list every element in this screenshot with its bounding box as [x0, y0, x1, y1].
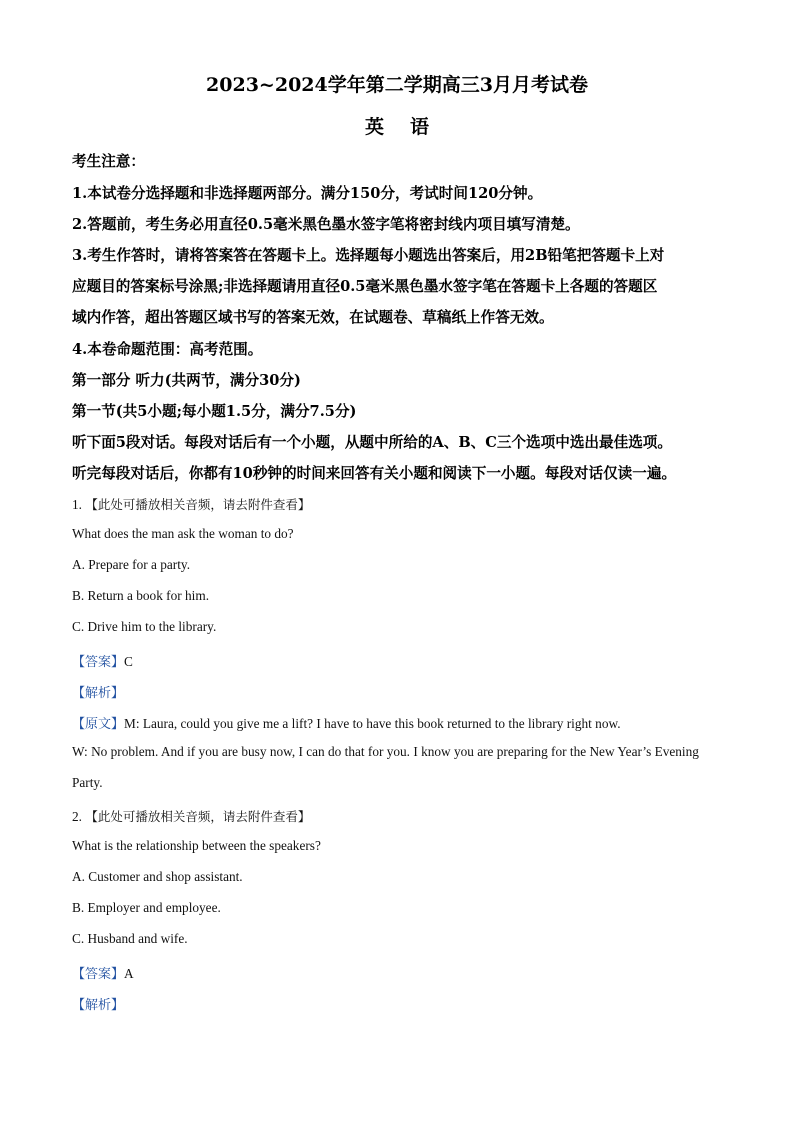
- question-2-option-b: B. Employer and employee.: [72, 900, 221, 915]
- section-one-heading: 第一节(共5小题;每小题1.5分，满分7.5分): [72, 403, 357, 420]
- question-1-original-line-2: W: No problem. And if you are busy now, I can do that for you. I know you are preparing for the New Year’s Evening: [72, 744, 699, 759]
- original-tag: 【原文】: [72, 717, 125, 732]
- analysis-tag: 【解析】: [72, 998, 125, 1013]
- notice-line-2: 2.答题前，考生务必用直径0.5毫米黑色墨水签字笔将密封线内项目填写清楚。: [72, 216, 580, 233]
- question-1-original-line-1: [72, 713, 621, 732]
- instruction-line-1: 听下面5段对话。每段对话后有一个小题，从题中所给的A、B、C三个选项中选出最佳选项。: [72, 434, 672, 451]
- question-2-header: [72, 807, 310, 825]
- audio-notice: 【此处可播放相关音频，请去附件查看】: [85, 809, 311, 824]
- exam-title: 2023~2024学年第二学期高三3月月考试卷: [206, 74, 588, 96]
- question-number: 1.: [72, 497, 82, 512]
- question-2-answer: [72, 963, 134, 982]
- question-1-option-c: C. Drive him to the library.: [72, 619, 217, 634]
- answer-tag: 【答案】: [72, 967, 125, 982]
- question-2-option-c: C. Husband and wife.: [72, 931, 188, 946]
- notice-line-3: 3.考生作答时，请将答案答在答题卡上。选择题每小题选出答案后，用2B铅笔把答题卡上对: [72, 247, 665, 264]
- instruction-line-2: 听完每段对话后，你都有10秒钟的时间来回答有关小题和阅读下一小题。每段对话仅读一遍。: [72, 465, 677, 482]
- answer-value: C: [124, 654, 133, 669]
- notice-header: 考生注意：: [72, 153, 145, 170]
- part-one-heading: 第一部分 听力(共两节，满分30分): [72, 372, 301, 389]
- audio-notice: 【此处可播放相关音频，请去附件查看】: [85, 497, 311, 512]
- original-text: M: Laura, could you give me a lift? I have to have this book returned to the library right now.: [124, 716, 621, 731]
- question-1-header: [72, 495, 310, 513]
- answer-value: A: [124, 966, 134, 981]
- question-1-answer: [72, 651, 133, 670]
- notice-line-6: 4.本卷命题范围：高考范围。: [72, 341, 263, 358]
- question-number: 2.: [72, 809, 82, 824]
- question-1-analysis: [72, 682, 124, 701]
- answer-tag: 【答案】: [72, 655, 125, 670]
- question-1-original-line-3: Party.: [72, 775, 103, 790]
- notice-line-4: 应题目的答案标号涂黑;非选择题请用直径0.5毫米黑色墨水签字笔在答题卡上各题的答题区: [72, 278, 658, 295]
- question-2-analysis: [72, 994, 124, 1013]
- analysis-tag: 【解析】: [72, 686, 125, 701]
- question-1-option-a: A. Prepare for a party.: [72, 557, 191, 572]
- notice-line-5: 域内作答，超出答题区域书写的答案无效，在试题卷、草稿纸上作答无效。: [72, 309, 554, 326]
- subject-title: 英语: [364, 116, 455, 138]
- question-2-option-a: A. Customer and shop assistant.: [72, 869, 243, 884]
- question-1-text: What does the man ask the woman to do?: [72, 526, 294, 541]
- notice-line-1: 1.本试卷分选择题和非选择题两部分。满分150分，考试时间120分钟。: [72, 185, 543, 202]
- question-2-text: What is the relationship between the speakers?: [72, 838, 321, 853]
- question-1-option-b: B. Return a book for him.: [72, 588, 210, 603]
